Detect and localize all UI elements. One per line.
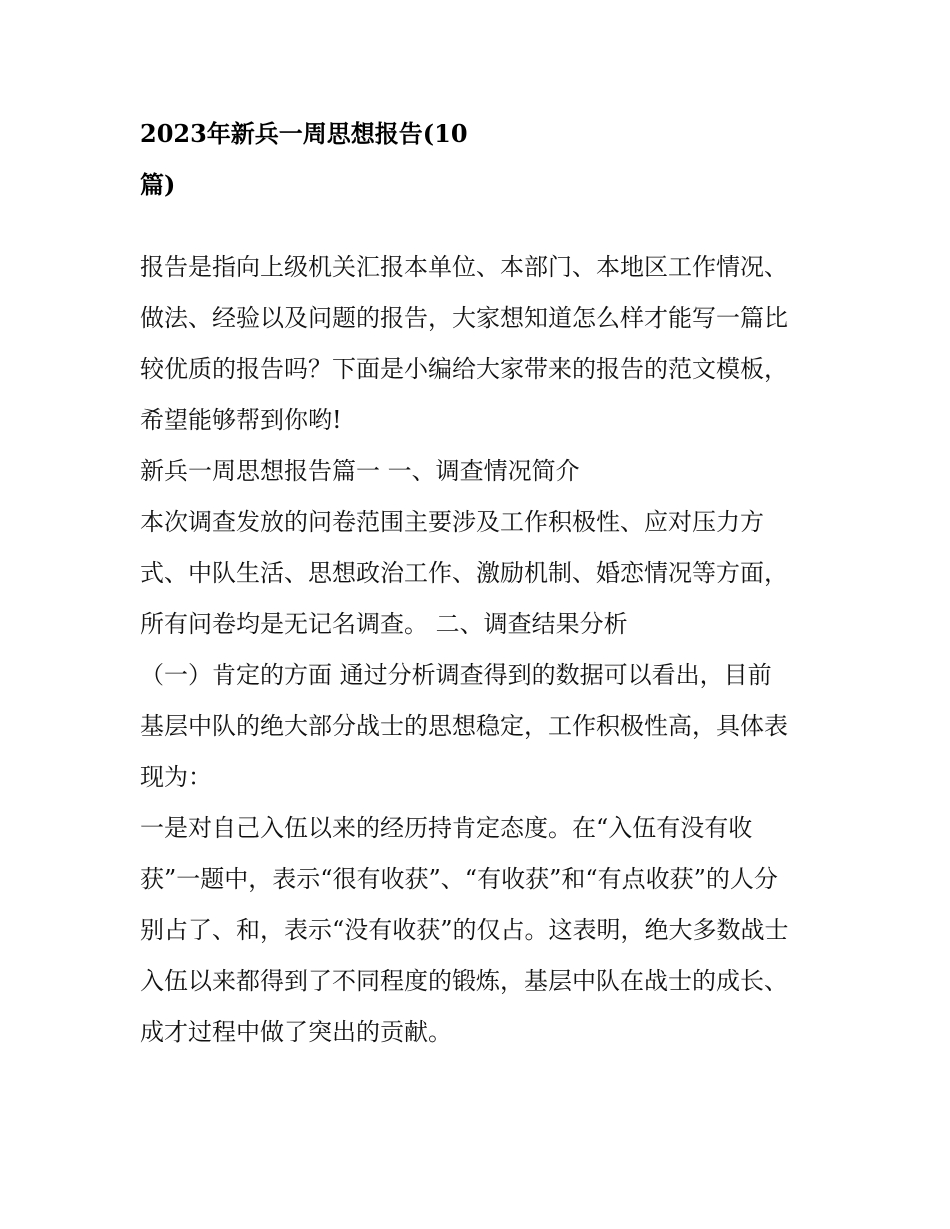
document-page [140,108,820,1058]
body-line: 报告是指向上级机关汇报本单位、本部门、本地区工作情况、 [140,253,788,281]
body-line: 所有问卷均是无记名调查。 二、调查结果分析 [140,610,628,638]
body-line: 式、中队生活、思想政治工作、激励机制、婚恋情况等方面， [140,559,788,587]
document-title [140,108,820,210]
body-line: 较优质的报告吗？下面是小编给大家带来的报告的范文模板， [140,355,788,383]
body-line: 做法、经验以及问题的报告，大家想知道怎么样才能写一篇比 [140,304,788,332]
body-line: 基层中队的绝大部分战士的思想稳定，工作积极性高，具体表 [140,712,788,740]
title-line: 篇) [140,170,176,199]
section-heading-line: 新兵一周思想报告篇一 一、调查情况简介 [140,457,580,485]
body-line: 本次调查发放的问卷范围主要涉及工作积极性、应对压力方 [140,508,764,536]
body-line: 别占了、和，表示“没有收获”的仅占。这表明，绝大多数战士 [140,916,789,944]
document-body [140,242,820,1058]
body-line: 成才过程中做了突出的贡献。 [140,1018,452,1046]
body-line: 现为： [140,763,212,791]
body-line: 希望能够帮到你哟! [140,406,342,434]
title-line: 2023年新兵一周思想报告(10 [140,119,468,148]
body-line: 获”一题中，表示“很有收获”、“有收获”和“有点收获”的人分 [140,865,778,893]
body-line: （一）肯定的方面 通过分析调查得到的数据可以看出，目前 [140,661,772,689]
body-line: 一是对自己入伍以来的经历持肯定态度。在“入伍有没有收 [140,814,753,842]
body-line: 入伍以来都得到了不同程度的锻炼，基层中队在战士的成长、 [140,967,788,995]
